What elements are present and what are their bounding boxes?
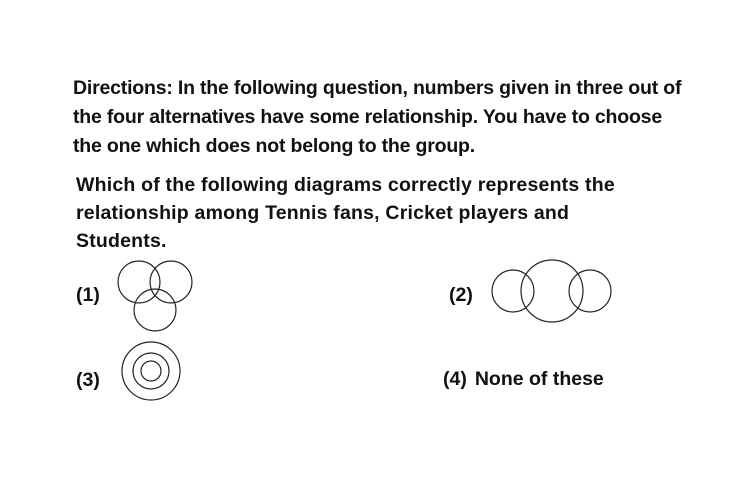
option-1-diagram (110, 255, 200, 335)
option-2-label: (2) (449, 284, 473, 306)
option-4 (443, 367, 604, 391)
option-2-circle-left (492, 270, 534, 312)
option-3-label: (3) (76, 369, 100, 391)
option-4-text: None of these (474, 368, 604, 390)
directions-text: Directions: In the following question, numbers given in three out of the four alternatives have some relationship. You have to choose the one which does not belong to the group. (73, 77, 682, 157)
option-3-circle-outer (122, 342, 180, 400)
option-2-circle-middle (521, 260, 583, 322)
option-1-label: (1) (76, 284, 100, 306)
option-2-circle-right (569, 270, 611, 312)
option-3-circle-middle (133, 353, 169, 389)
question-text: Which of the following diagrams correctly represents the relationship among Tennis fans, Cricket players and Students. (76, 174, 615, 252)
option-2-diagram (488, 255, 618, 327)
option-4-label: (4) (443, 368, 467, 390)
option-3-circle-inner (141, 361, 161, 381)
option-3-diagram (116, 338, 186, 404)
